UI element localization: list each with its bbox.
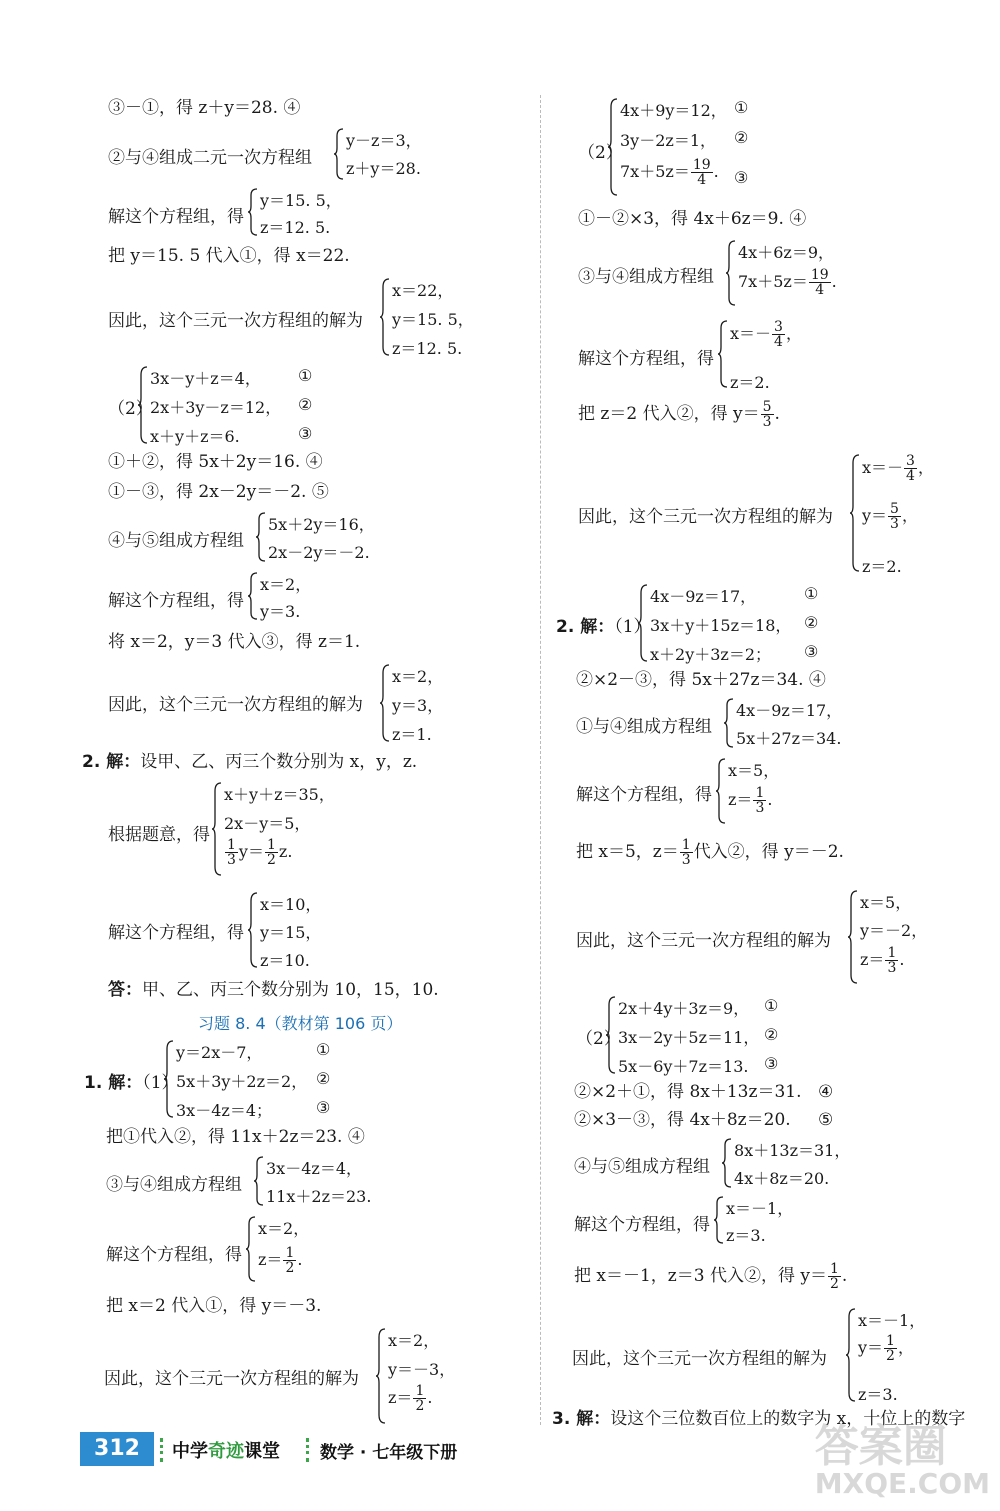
brace-icon bbox=[726, 240, 736, 306]
system-row: z＝12. 5. bbox=[392, 339, 463, 358]
expr-part: z. bbox=[278, 842, 293, 861]
subject-label: 数学 · 七年级下册 bbox=[320, 1443, 458, 1463]
equation-tag: ⑤ bbox=[818, 1110, 834, 1130]
system-row: 11x＋2z＝23. bbox=[266, 1187, 372, 1206]
system-row: x＝2， bbox=[388, 1331, 440, 1350]
system-row: z＝12. 5. bbox=[260, 218, 331, 237]
expr-part: x＝－ bbox=[862, 458, 904, 477]
numerator: 3 bbox=[774, 319, 783, 335]
system-prefix: 根据题意，得 bbox=[108, 825, 210, 845]
system-prefix: 因此，这个三元一次方程组的解为 bbox=[104, 1369, 359, 1389]
step-line: ②×2＋①，得 8x＋13z＝31. bbox=[574, 1082, 802, 1102]
system-row: z＝3. bbox=[726, 1226, 766, 1245]
expr-part: 把 z＝2 代入②，得 y＝ bbox=[578, 404, 760, 424]
numerator: 1 bbox=[886, 1333, 895, 1349]
question-number: 3. 解： bbox=[552, 1409, 611, 1429]
system-row: z＝10. bbox=[260, 951, 310, 970]
system-prefix: （2） bbox=[108, 399, 153, 419]
expr-part: y＝ bbox=[858, 1338, 884, 1357]
denominator: 2 bbox=[285, 1260, 295, 1276]
system-prefix bbox=[556, 612, 651, 637]
brace-icon bbox=[138, 366, 148, 444]
dotted-separator bbox=[160, 1438, 169, 1462]
system-row: y＝2x－7， bbox=[176, 1043, 263, 1062]
brace-icon bbox=[164, 1040, 174, 1118]
system-row: 3x－2y＋5z＝11， bbox=[618, 1028, 760, 1047]
system-row: y＝15. 5， bbox=[392, 310, 474, 329]
brace-icon bbox=[376, 1328, 386, 1424]
brace-icon bbox=[246, 1216, 256, 1282]
expr-part: y＝ bbox=[862, 506, 888, 525]
expr-part: . bbox=[841, 1266, 848, 1286]
expr-part: 7x＋5z＝ bbox=[738, 272, 808, 291]
equation-tag: ① bbox=[316, 1040, 331, 1059]
fraction bbox=[888, 502, 901, 531]
system-row: y＝15， bbox=[260, 923, 322, 942]
step-line: ③－①，得 z＋y＝28. ④ bbox=[108, 98, 301, 118]
watermark-logo bbox=[814, 1421, 990, 1500]
fraction bbox=[885, 946, 898, 975]
brace-icon bbox=[714, 1196, 724, 1244]
system-prefix: 因此，这个三元一次方程组的解为 bbox=[572, 1349, 827, 1369]
system-prefix: 因此，这个三元一次方程组的解为 bbox=[108, 695, 363, 715]
system-row: 4x－9z＝17， bbox=[736, 701, 843, 720]
fraction bbox=[884, 1334, 897, 1363]
system-row: 5x＋2y＝16， bbox=[268, 515, 375, 534]
system-row: x＝10， bbox=[260, 895, 322, 914]
step-line: ①－②×3，得 4x＋6z＝9. ④ bbox=[578, 209, 807, 229]
numerator: 1 bbox=[415, 1383, 425, 1399]
equation-tag: ③ bbox=[734, 168, 749, 187]
system-row: y－z＝3， bbox=[346, 131, 422, 150]
fraction bbox=[691, 158, 713, 187]
brace-icon bbox=[248, 892, 258, 968]
system-prefix: ②与④组成二元一次方程组 bbox=[108, 148, 312, 168]
expr-part: . bbox=[774, 404, 780, 424]
page-number: 312 bbox=[80, 1432, 154, 1466]
system-prefix: ④与⑤组成方程组 bbox=[108, 531, 244, 551]
brace-icon bbox=[248, 572, 258, 620]
denominator: 2 bbox=[415, 1398, 425, 1414]
step-line: 把①代入②，得 11x＋2z＝23. ④ bbox=[106, 1127, 365, 1147]
system-row: 5x－6y＋7z＝13. bbox=[618, 1057, 749, 1076]
denominator: 3 bbox=[762, 414, 772, 430]
equation-tag: ② bbox=[316, 1069, 331, 1088]
fraction bbox=[828, 1262, 841, 1291]
fraction bbox=[283, 1246, 296, 1275]
system-row bbox=[224, 838, 292, 867]
brace-icon bbox=[380, 278, 390, 356]
expr-part: . bbox=[831, 272, 837, 291]
expr-part: ， bbox=[917, 458, 934, 477]
system-row bbox=[738, 268, 837, 297]
expr-part: . bbox=[713, 162, 719, 181]
system-row: x＝22， bbox=[392, 281, 454, 300]
brace-icon bbox=[248, 188, 258, 236]
system-row: 2x－y＝5， bbox=[224, 814, 311, 833]
system-prefix: 解这个方程组，得 bbox=[106, 1245, 242, 1265]
expr-part: . bbox=[297, 1250, 303, 1269]
system-row: x＝5， bbox=[728, 761, 780, 780]
denominator: 2 bbox=[266, 852, 276, 868]
system-row: x＝5， bbox=[860, 893, 912, 912]
fraction bbox=[809, 268, 831, 297]
brace-icon bbox=[718, 320, 728, 388]
system-row: 3x＋y＋15z＝18， bbox=[650, 616, 792, 635]
fraction bbox=[265, 838, 278, 867]
step-line: 把 x＝2 代入①，得 y＝－3. bbox=[106, 1296, 322, 1316]
system-prefix: （2） bbox=[578, 143, 623, 163]
brace-icon bbox=[848, 890, 858, 984]
system-row: x＝－1， bbox=[858, 1311, 926, 1330]
system-row: 8x＋13z＝31， bbox=[734, 1141, 851, 1160]
step-line: ①＋②，得 5x＋2y＝16. ④ bbox=[108, 452, 323, 472]
system-row bbox=[258, 1246, 302, 1275]
brace-icon bbox=[334, 128, 344, 180]
equation-tag: ① bbox=[734, 98, 749, 117]
system-prefix: ③与④组成方程组 bbox=[106, 1175, 242, 1195]
system-row bbox=[858, 1334, 914, 1363]
equation-tag: ④ bbox=[818, 1082, 834, 1102]
system-row: 4x－9z＝17， bbox=[650, 587, 757, 606]
column-divider bbox=[540, 95, 541, 1425]
brace-icon bbox=[724, 698, 734, 748]
brace-icon bbox=[606, 996, 616, 1074]
brace-icon bbox=[380, 664, 390, 742]
part-label: （1） bbox=[614, 617, 651, 637]
system-prefix: ①与④组成方程组 bbox=[576, 717, 712, 737]
system-row bbox=[862, 502, 918, 531]
expr-part: 7x＋5z＝ bbox=[620, 162, 690, 181]
numerator: 1 bbox=[266, 837, 276, 853]
expr-part: ， bbox=[897, 1338, 914, 1357]
brace-icon bbox=[254, 1156, 264, 1206]
numerator: 1 bbox=[755, 785, 765, 801]
denominator: 4 bbox=[697, 172, 707, 188]
brace-icon bbox=[256, 512, 266, 562]
system-row bbox=[730, 320, 802, 349]
denominator: 4 bbox=[774, 334, 783, 350]
system-row: 3x－y＋z＝4， bbox=[150, 369, 261, 388]
step-line: ②×2－③，得 5x＋27z＝34. ④ bbox=[576, 670, 826, 690]
denominator: 3 bbox=[681, 852, 691, 868]
step-line: ②×3－③，得 4x＋8z＝20. bbox=[574, 1110, 791, 1130]
system-row: 2x＋3y－z＝12， bbox=[150, 398, 282, 417]
numerator: 5 bbox=[762, 399, 772, 415]
system-prefix: 解这个方程组，得 bbox=[578, 349, 714, 369]
fraction bbox=[772, 320, 785, 349]
question-text: 设这个三位数百位上的数字为 x，十位上的数字 bbox=[610, 1409, 966, 1429]
step-line bbox=[576, 838, 844, 867]
system-row: x＋y＋z＝35， bbox=[224, 785, 335, 804]
equation-tag: ② bbox=[804, 613, 819, 632]
numerator: 19 bbox=[810, 267, 829, 283]
numerator: 19 bbox=[692, 157, 711, 173]
expr-part: ， bbox=[901, 506, 918, 525]
numerator: 5 bbox=[890, 501, 899, 517]
step-line: 将 x＝2，y＝3 代入③，得 z＝1. bbox=[108, 632, 361, 652]
denominator: 3 bbox=[890, 516, 899, 532]
question-text: 设甲、乙、丙三个数分别为 x，y，z. bbox=[140, 752, 418, 772]
system-row: x＋y＋z＝6. bbox=[150, 427, 240, 446]
brand-part: 课堂 bbox=[244, 1441, 280, 1462]
equation-tag: ② bbox=[734, 128, 749, 147]
fraction bbox=[761, 400, 774, 429]
watermark-text: MXQE.COM bbox=[814, 1467, 990, 1500]
numerator: 1 bbox=[830, 1261, 839, 1277]
brand-part: 奇迹 bbox=[208, 1441, 244, 1462]
system-prefix: ④与⑤组成方程组 bbox=[574, 1157, 710, 1177]
series-brand bbox=[172, 1437, 280, 1463]
question-line bbox=[82, 751, 417, 773]
system-prefix: 因此，这个三元一次方程组的解为 bbox=[576, 931, 831, 951]
fraction bbox=[413, 1384, 426, 1413]
system-row bbox=[862, 454, 934, 483]
system-row: 4x＋9y＝12， bbox=[620, 101, 727, 120]
fraction bbox=[753, 786, 766, 815]
step-line bbox=[574, 1262, 847, 1291]
system-row bbox=[860, 946, 904, 975]
system-row: x＝2， bbox=[260, 575, 312, 594]
expr-part: x＝－ bbox=[730, 324, 772, 343]
brace-icon bbox=[638, 584, 648, 662]
brace-icon bbox=[850, 454, 860, 572]
system-prefix: 解这个方程组，得 bbox=[108, 207, 244, 227]
equation-tag: ② bbox=[298, 395, 313, 414]
part-label: （1） bbox=[142, 1073, 179, 1093]
fraction bbox=[904, 454, 917, 483]
equation-tag: ① bbox=[764, 996, 779, 1015]
system-row: 3x－4z＝4； bbox=[176, 1101, 272, 1120]
numerator: 1 bbox=[227, 837, 236, 853]
system-prefix: 因此，这个三元一次方程组的解为 bbox=[578, 507, 833, 527]
system-row: z＝3. bbox=[858, 1385, 898, 1404]
answer-label: 答： bbox=[108, 980, 142, 1000]
question-number: 2. 解： bbox=[556, 617, 615, 637]
expr-part: z＝ bbox=[388, 1388, 413, 1407]
system-row: y＝3. bbox=[260, 602, 301, 621]
denominator: 2 bbox=[886, 1348, 895, 1364]
equation-tag: ③ bbox=[804, 642, 819, 661]
equation-tag: ① bbox=[804, 584, 819, 603]
system-row: z＝2. bbox=[730, 373, 770, 392]
equation-tag: ③ bbox=[316, 1098, 331, 1117]
expr-part: z＝ bbox=[728, 790, 753, 809]
numerator: 3 bbox=[906, 453, 915, 469]
system-row: 5x＋3y＋2z＝2， bbox=[176, 1072, 308, 1091]
system-prefix: 因此，这个三元一次方程组的解为 bbox=[108, 311, 363, 331]
equation-tag: ② bbox=[764, 1025, 779, 1044]
expr-part: . bbox=[427, 1388, 433, 1407]
system-prefix: 解这个方程组，得 bbox=[108, 923, 244, 943]
answer-text: 甲、乙、丙三个数分别为 10，15，10. bbox=[142, 980, 439, 1000]
expr-part: 代入②，得 y＝－2. bbox=[693, 842, 844, 862]
system-row: y＝3， bbox=[392, 696, 444, 715]
system-row: y＝－3， bbox=[388, 1360, 456, 1379]
step-line: ①－③，得 2x－2y＝－2. ⑤ bbox=[108, 482, 329, 502]
brace-icon bbox=[212, 782, 222, 876]
brace-icon bbox=[716, 758, 726, 824]
system-row: z＋y＝28. bbox=[346, 159, 421, 178]
fraction bbox=[680, 838, 693, 867]
system-row bbox=[620, 158, 719, 187]
expr-part: ， bbox=[785, 324, 802, 343]
question-number: 1. 解： bbox=[84, 1073, 143, 1093]
system-row: y＝15. 5， bbox=[260, 191, 342, 210]
system-row: 2x－2y＝－2. bbox=[268, 543, 370, 562]
denominator: 2 bbox=[830, 1276, 839, 1292]
system-row bbox=[728, 786, 772, 815]
question-number: 2. 解： bbox=[82, 752, 141, 772]
brace-icon bbox=[608, 98, 618, 196]
system-row: 4x＋6z＝9， bbox=[738, 243, 834, 262]
system-row: x＋2y＋3z＝2； bbox=[650, 645, 772, 664]
system-row: 4x＋8z＝20. bbox=[734, 1169, 830, 1188]
system-row: 3y－2z＝1， bbox=[620, 131, 717, 150]
equation-tag: ③ bbox=[298, 424, 313, 443]
numerator: 1 bbox=[285, 1245, 295, 1261]
expr-part: z＝ bbox=[860, 950, 885, 969]
equation-tag: ① bbox=[298, 366, 313, 385]
system-prefix: （2） bbox=[576, 1029, 621, 1049]
system-row: 5x＋27z＝34. bbox=[736, 729, 842, 748]
denominator: 4 bbox=[815, 282, 825, 298]
watermark-text: 答案圈 bbox=[814, 1421, 947, 1472]
equation-tag: ③ bbox=[764, 1054, 779, 1073]
step-line bbox=[578, 400, 780, 429]
system-row: z＝1. bbox=[392, 725, 432, 744]
fraction bbox=[225, 838, 238, 867]
system-prefix: ③与④组成方程组 bbox=[578, 267, 714, 287]
dotted-separator bbox=[306, 1438, 315, 1462]
section-heading: 习题 8. 4（教材第 106 页） bbox=[198, 1014, 403, 1033]
system-prefix: 解这个方程组，得 bbox=[576, 785, 712, 805]
answer-line bbox=[108, 979, 439, 1001]
expr-part: . bbox=[767, 790, 773, 809]
system-row: y＝－2， bbox=[860, 921, 928, 940]
system-row: x＝－1， bbox=[726, 1199, 794, 1218]
system-row: z＝2. bbox=[862, 557, 902, 576]
expr-part: 把 x＝5，z＝ bbox=[576, 842, 679, 862]
expr-part: z＝ bbox=[258, 1250, 283, 1269]
page-footer bbox=[80, 1432, 540, 1468]
system-row bbox=[388, 1384, 432, 1413]
system-prefix: 解这个方程组，得 bbox=[108, 591, 244, 611]
system-row: 2x＋4y＋3z＝9， bbox=[618, 999, 750, 1018]
system-prefix: 解这个方程组，得 bbox=[574, 1215, 710, 1235]
numerator: 1 bbox=[681, 837, 691, 853]
expr-part: 把 x＝－1，z＝3 代入②，得 y＝ bbox=[574, 1266, 827, 1286]
numerator: 1 bbox=[887, 945, 897, 961]
denominator: 3 bbox=[755, 800, 765, 816]
denominator: 4 bbox=[906, 468, 915, 484]
brace-icon bbox=[846, 1308, 856, 1402]
denominator: 3 bbox=[887, 960, 897, 976]
expr-part: . bbox=[899, 950, 905, 969]
system-row: 3x－4z＝4， bbox=[266, 1159, 362, 1178]
denominator: 3 bbox=[227, 852, 236, 868]
system-row: x＝2， bbox=[258, 1219, 310, 1238]
brand-part: 中学 bbox=[172, 1441, 208, 1462]
step-line: 把 y＝15. 5 代入①，得 x＝22. bbox=[108, 246, 350, 266]
expr-part: y＝ bbox=[238, 842, 264, 861]
brace-icon bbox=[722, 1138, 732, 1188]
system-row: x＝2， bbox=[392, 667, 444, 686]
